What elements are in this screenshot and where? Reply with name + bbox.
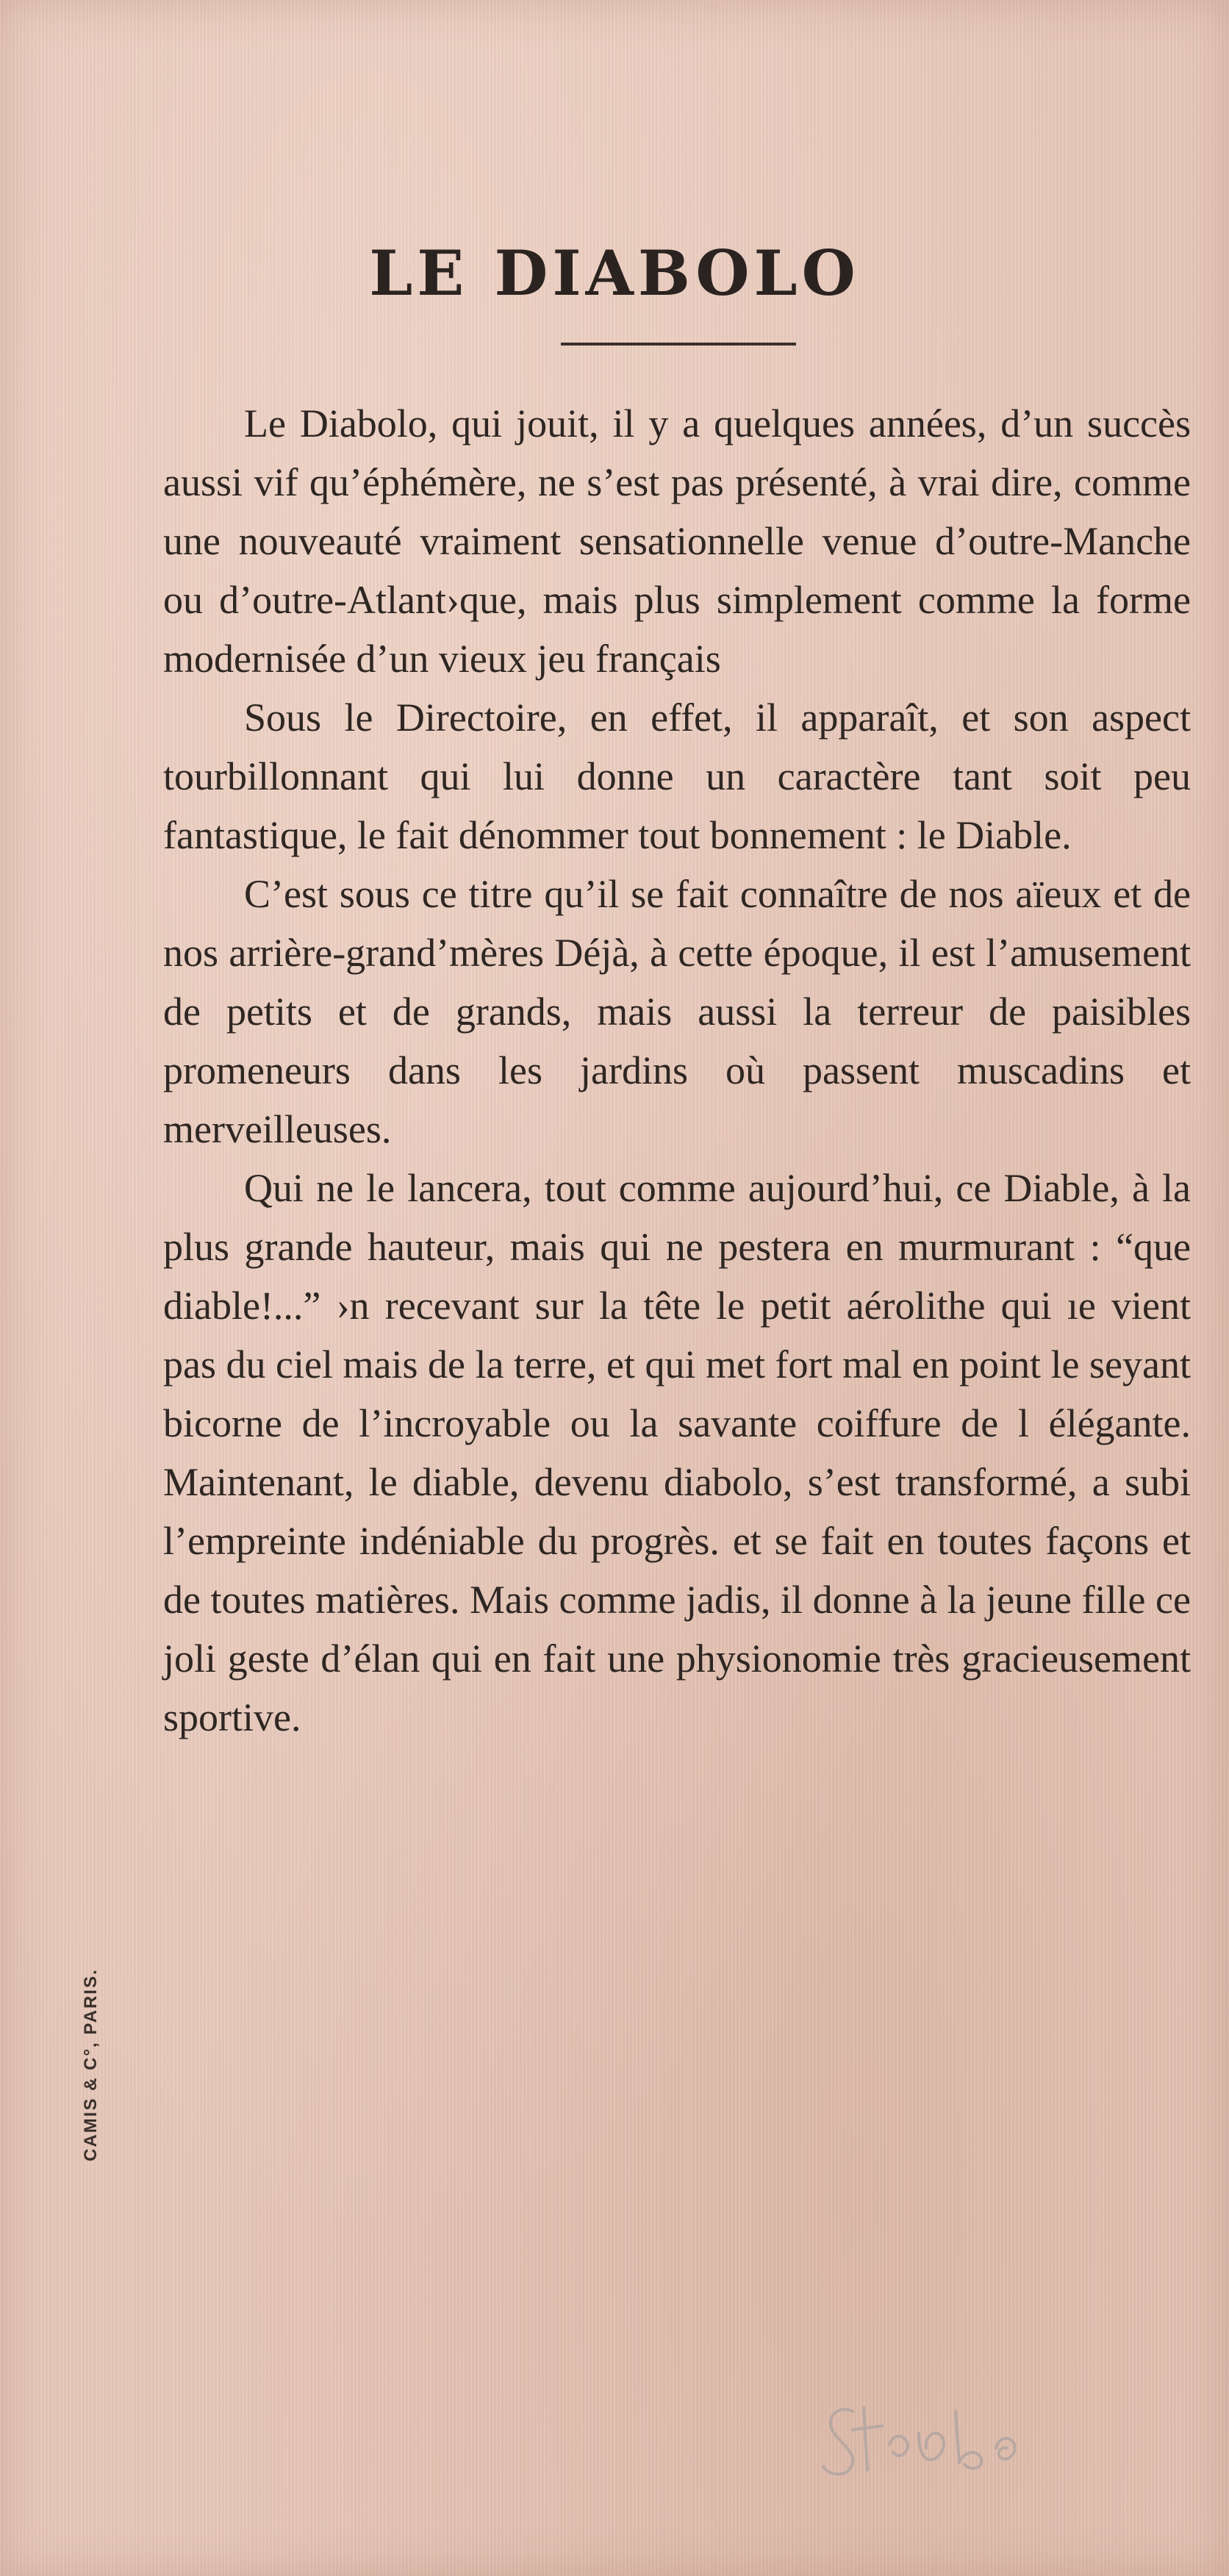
pencil-signature bbox=[809, 2389, 1073, 2485]
document-title: LE DIABOLO bbox=[369, 237, 860, 310]
body-text bbox=[163, 394, 1191, 1747]
printer-imprint: CAMIS & C°, PARIS. bbox=[81, 1968, 101, 2161]
title-underline bbox=[561, 343, 796, 346]
paragraph-3: C’est sous ce titre qu’il se fait connaître de nos aïeux et de nos arrière-grand’mères Déjà, à cette époque, il est l’amusement de petits et de grands, mais aussi la terreur de paisibles promeneurs dans les jardins où passent muscadins et merveilleuses. bbox=[163, 872, 1191, 1151]
paragraph-4: Qui ne le lancera, tout comme aujourd’hui, ce Diable, à la plus grande hauteur, mais qui ne pestera en murmurant : “que diable!...” ›n recevant sur la tête le petit aérolithe qui ıe vient pas du ciel mais de la terre, et qui met fort mal en point le seyant bicorne de l’incroyable ou la savante coiffure de l élégante. Maintenant, le diable, devenu diabolo, s’est transformé, a subi l’empreinte indéniable du progrès. et se fait en toutes façons et de toutes matières. Mais comme jadis, il donne à la jeune fille ce joli geste d’élan qui en fait une physionomie très gracieusement sportive. bbox=[163, 1166, 1191, 1739]
paragraph-1: Le Diabolo, qui jouit, il y a quelques années, d’un succès aussi vif qu’éphémère, ne s’est pas présenté, à vrai dire, comme une nouveauté vraiment sensationnelle venue d’outre-Manche ou d’outre-Atlant›que, mais plus simplement comme la forme modernisée d’un vieux jeu français bbox=[163, 401, 1191, 681]
paragraph-2: Sous le Directoire, en effet, il apparaît, et son aspect tourbillonnant qui lui donne un caractère tant soit peu fantastique, le fait dénommer tout bonnement : le Diable. bbox=[163, 695, 1191, 857]
